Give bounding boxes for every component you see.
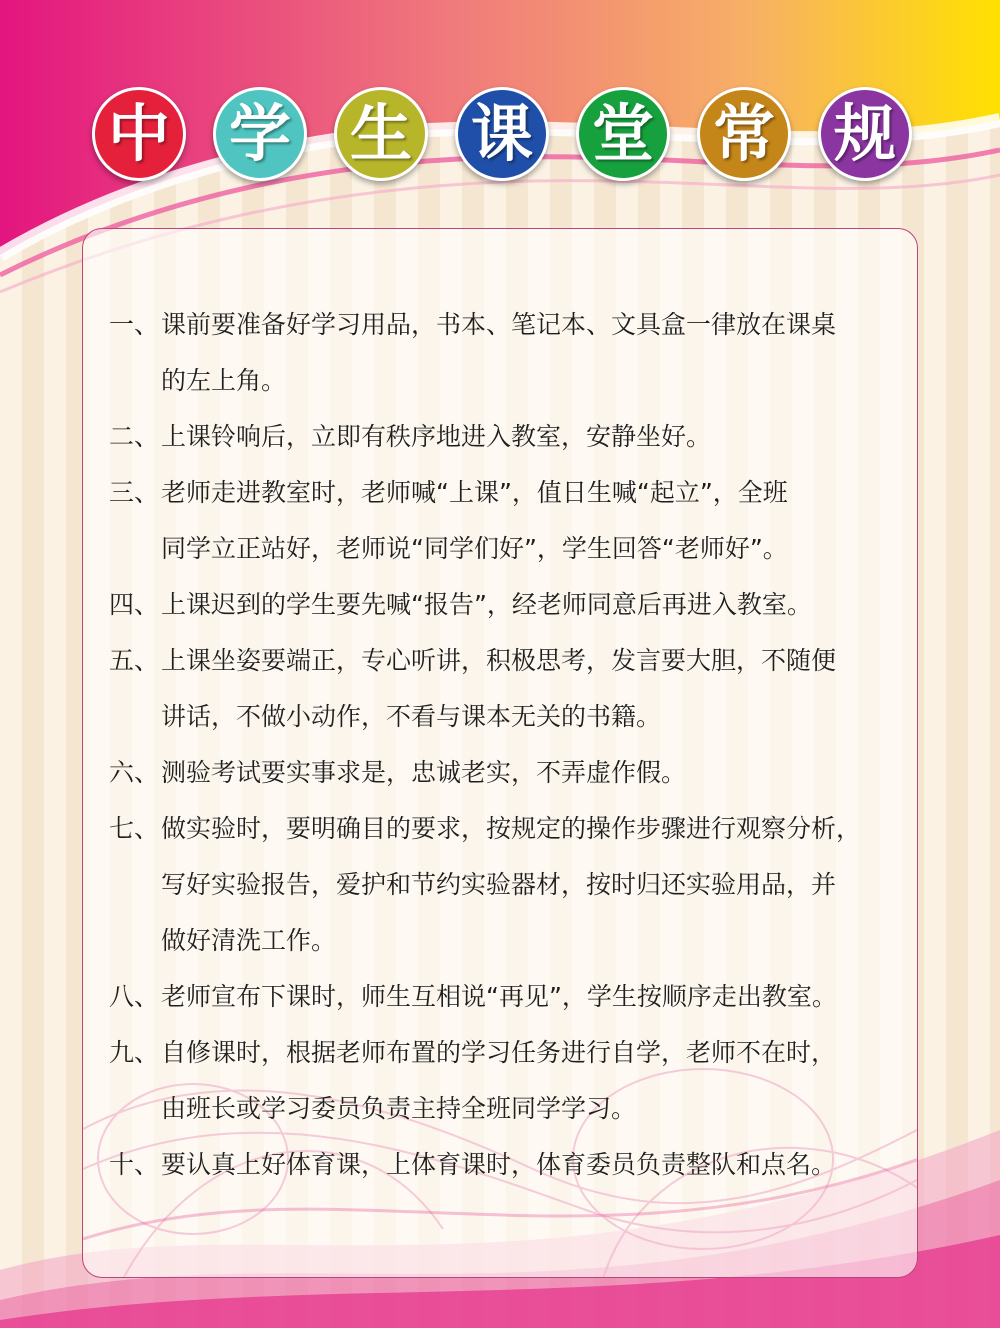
rule-item — [109, 297, 909, 409]
title-char-7: 规 — [818, 87, 912, 181]
rule-text: 做实验时，要明确目的要求，按规定的操作步骤进行观察分析， 写好实验报告，爱护和节约实验器材，按时归还实验用品，并 做好清洗工作。 — [161, 814, 862, 955]
rule-item — [109, 633, 909, 745]
rule-item — [109, 801, 909, 969]
rule-number: 一、 — [109, 310, 160, 339]
rule-number: 十、 — [109, 1150, 160, 1179]
rule-text: 课前要准备好学习用品，书本、笔记本、文具盒一律放在课桌 的左上角。 — [161, 310, 837, 395]
title-char-3: 生 — [334, 87, 428, 181]
rule-text: 上课迟到的学生要先喊“报告”，经老师同意后再进入教室。 — [161, 590, 812, 619]
rule-item — [109, 1137, 909, 1193]
rule-text: 老师宣布下课时，师生互相说“再见”，学生按顺序走出教室。 — [161, 982, 837, 1011]
rule-number: 七、 — [109, 814, 160, 843]
poster-title — [92, 84, 912, 184]
rule-text: 上课铃响后，立即有秩序地进入教室，安静坐好。 — [161, 422, 712, 451]
rule-text: 要认真上好体育课，上体育课时，体育委员负责整队和点名。 — [161, 1150, 837, 1179]
rules-panel — [82, 228, 918, 1278]
rule-text: 自修课时，根据老师布置的学习任务进行自学，老师不在时， 由班长或学习委员负责主持全班同学学习。 — [161, 1038, 837, 1123]
rule-item — [109, 577, 909, 633]
rule-number: 二、 — [109, 422, 160, 451]
rule-item — [109, 409, 909, 465]
rule-item — [109, 1025, 909, 1137]
rule-item — [109, 969, 909, 1025]
rule-item — [109, 745, 909, 801]
rule-number: 三、 — [109, 478, 160, 507]
title-char-4: 课 — [455, 87, 549, 181]
rule-text: 上课坐姿要端正，专心听讲，积极思考，发言要大胆，不随便 讲话，不做小动作，不看与课本无关的书籍。 — [161, 646, 837, 731]
rule-number: 四、 — [109, 590, 160, 619]
rule-text: 测验考试要实事求是，忠诚老实，不弄虚作假。 — [161, 758, 687, 787]
title-char-6: 常 — [697, 87, 791, 181]
title-char-1: 中 — [92, 87, 186, 181]
rule-number: 六、 — [109, 758, 160, 787]
title-char-2: 学 — [213, 87, 307, 181]
title-char-5: 堂 — [576, 87, 670, 181]
rule-text: 老师走进教室时，老师喊“上课”，值日生喊“起立”，全班 同学立正站好，老师说“同学们好”，学生回答“老师好”。 — [161, 478, 788, 563]
rule-number: 八、 — [109, 982, 160, 1011]
rule-item — [109, 465, 909, 577]
rule-number: 五、 — [109, 646, 160, 675]
rules-list — [109, 297, 909, 1193]
rule-number: 九、 — [109, 1038, 160, 1067]
